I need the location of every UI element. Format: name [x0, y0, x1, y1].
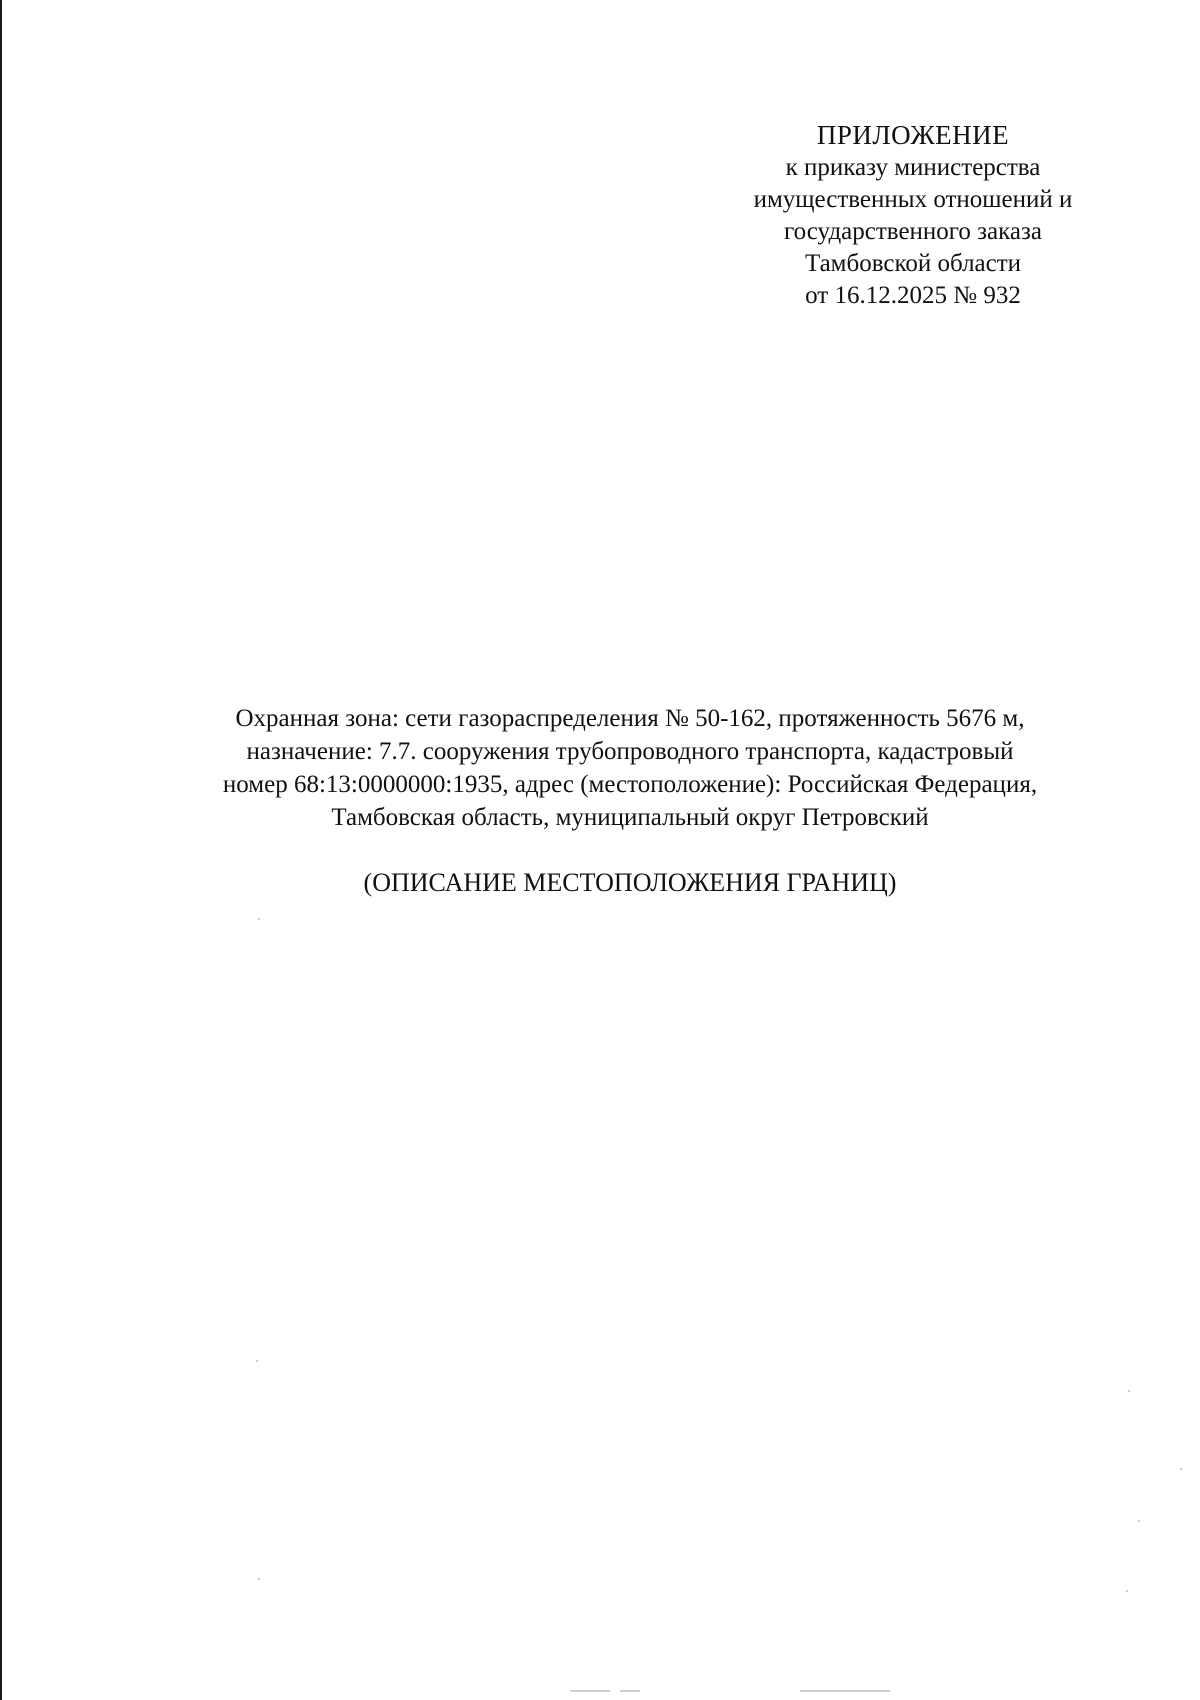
appendix-line-date-number: от 16.12.2025 № 932: [805, 282, 1021, 309]
appendix-line-ministry: имущественных отношений и: [753, 186, 1073, 213]
scan-speckle: [1138, 1520, 1140, 1522]
appendix-line-order: к приказу министерства: [785, 154, 1041, 181]
appendix-line-procurement: государственного заказа: [784, 218, 1042, 245]
scan-speckle: [1126, 1590, 1128, 1592]
scan-speckle: [256, 1360, 258, 1362]
section-title: (ОПИСАНИЕ МЕСТОПОЛОЖЕНИЯ ГРАНИЦ): [363, 868, 897, 897]
zone-description-line: Тамбовская область, муниципальный округ Петровский: [331, 804, 929, 831]
appendix-line-region: Тамбовской области: [804, 250, 1022, 277]
scan-bottom-noise: [570, 1690, 610, 1692]
zone-description-line: назначение: 7.7. сооружения трубопроводного транспорта, кадастровый: [246, 738, 1014, 765]
scan-edge-line: [0, 0, 2, 1700]
zone-description-line: Охранная зона: сети газораспределения № 50-162, протяженность 5676 м,: [235, 705, 1025, 732]
zone-description: [150, 702, 1110, 834]
appendix-header: [700, 118, 1126, 312]
scan-speckle: [258, 918, 260, 920]
scan-bottom-noise: [800, 1690, 890, 1692]
scan-speckle: [1128, 1390, 1130, 1392]
scan-speckle: [258, 1578, 260, 1580]
zone-description-line: номер 68:13:0000000:1935, адрес (местоположение): Российская Федерация,: [222, 771, 1038, 798]
scan-bottom-noise: [620, 1690, 640, 1692]
scan-speckle: [1180, 1468, 1182, 1470]
appendix-title: ПРИЛОЖЕНИЕ: [816, 120, 1010, 150]
